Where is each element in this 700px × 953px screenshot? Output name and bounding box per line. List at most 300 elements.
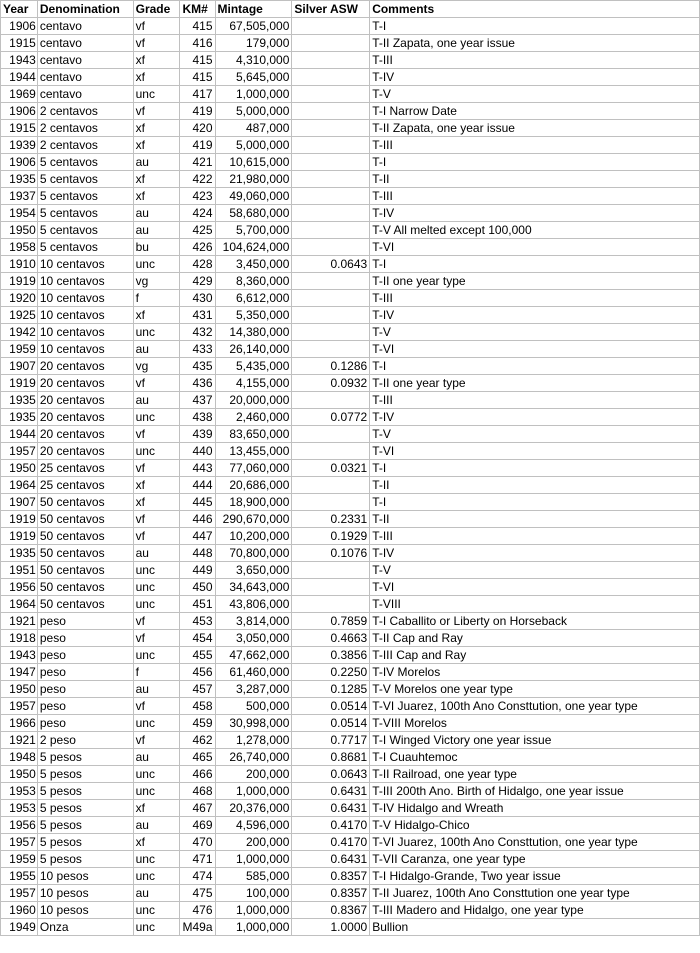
cell-silver-asw[interactable]: 0.0643 — [292, 256, 370, 273]
cell-silver-asw[interactable] — [292, 324, 370, 341]
cell-mintage[interactable]: 500,000 — [215, 698, 292, 715]
cell-year[interactable]: 1935 — [1, 171, 38, 188]
cell-year[interactable]: 1907 — [1, 494, 38, 511]
cell-year[interactable]: 1937 — [1, 188, 38, 205]
cell-denomination[interactable]: 50 centavos — [37, 528, 133, 545]
cell-grade[interactable]: xf — [133, 52, 180, 69]
cell-grade[interactable]: unc — [133, 783, 180, 800]
cell-comments[interactable]: T-II Juarez, 100th Ano Consttution one year type — [370, 885, 700, 902]
cell-silver-asw[interactable] — [292, 596, 370, 613]
cell-silver-asw[interactable] — [292, 69, 370, 86]
cell-grade[interactable]: xf — [133, 477, 180, 494]
cell-denomination[interactable]: 5 centavos — [37, 154, 133, 171]
cell-comments[interactable]: T-VI — [370, 341, 700, 358]
cell-mintage[interactable]: 20,686,000 — [215, 477, 292, 494]
cell-mintage[interactable]: 5,645,000 — [215, 69, 292, 86]
cell-km-number[interactable]: 450 — [180, 579, 215, 596]
cell-mintage[interactable]: 20,000,000 — [215, 392, 292, 409]
cell-km-number[interactable]: 438 — [180, 409, 215, 426]
cell-silver-asw[interactable] — [292, 307, 370, 324]
cell-grade[interactable]: unc — [133, 86, 180, 103]
cell-grade[interactable]: unc — [133, 902, 180, 919]
cell-silver-asw[interactable]: 0.7717 — [292, 732, 370, 749]
cell-comments[interactable]: T-I — [370, 460, 700, 477]
cell-silver-asw[interactable] — [292, 171, 370, 188]
cell-km-number[interactable]: 447 — [180, 528, 215, 545]
cell-denomination[interactable]: peso — [37, 698, 133, 715]
cell-denomination[interactable]: peso — [37, 630, 133, 647]
cell-silver-asw[interactable]: 0.6431 — [292, 851, 370, 868]
cell-grade[interactable]: au — [133, 885, 180, 902]
cell-year[interactable]: 1957 — [1, 885, 38, 902]
cell-mintage[interactable]: 4,596,000 — [215, 817, 292, 834]
cell-grade[interactable]: unc — [133, 647, 180, 664]
cell-denomination[interactable]: 10 centavos — [37, 341, 133, 358]
cell-grade[interactable]: vf — [133, 375, 180, 392]
cell-mintage[interactable]: 5,435,000 — [215, 358, 292, 375]
cell-denomination[interactable]: 20 centavos — [37, 358, 133, 375]
cell-grade[interactable]: vf — [133, 732, 180, 749]
cell-year[interactable]: 1956 — [1, 579, 38, 596]
cell-comments[interactable]: T-V Morelos one year type — [370, 681, 700, 698]
cell-mintage[interactable]: 18,900,000 — [215, 494, 292, 511]
cell-comments[interactable]: T-VI Juarez, 100th Ano Consttution, one year type — [370, 834, 700, 851]
cell-denomination[interactable]: peso — [37, 647, 133, 664]
cell-mintage[interactable]: 5,700,000 — [215, 222, 292, 239]
cell-year[interactable]: 1935 — [1, 545, 38, 562]
cell-km-number[interactable]: 435 — [180, 358, 215, 375]
cell-comments[interactable]: T-VI — [370, 579, 700, 596]
cell-denomination[interactable]: 50 centavos — [37, 511, 133, 528]
cell-km-number[interactable]: 426 — [180, 239, 215, 256]
cell-silver-asw[interactable]: 1.0000 — [292, 919, 370, 936]
cell-mintage[interactable]: 70,800,000 — [215, 545, 292, 562]
cell-silver-asw[interactable] — [292, 494, 370, 511]
cell-year[interactable]: 1951 — [1, 562, 38, 579]
cell-year[interactable]: 1925 — [1, 307, 38, 324]
cell-silver-asw[interactable] — [292, 273, 370, 290]
cell-mintage[interactable]: 26,740,000 — [215, 749, 292, 766]
cell-mintage[interactable]: 100,000 — [215, 885, 292, 902]
cell-grade[interactable]: unc — [133, 766, 180, 783]
cell-grade[interactable]: xf — [133, 171, 180, 188]
cell-comments[interactable]: T-II Zapata, one year issue — [370, 120, 700, 137]
cell-km-number[interactable]: 459 — [180, 715, 215, 732]
cell-mintage[interactable]: 3,450,000 — [215, 256, 292, 273]
cell-mintage[interactable]: 3,050,000 — [215, 630, 292, 647]
cell-grade[interactable]: unc — [133, 919, 180, 936]
cell-mintage[interactable]: 49,060,000 — [215, 188, 292, 205]
cell-km-number[interactable]: 448 — [180, 545, 215, 562]
cell-km-number[interactable]: 449 — [180, 562, 215, 579]
header-comments[interactable]: Comments — [370, 1, 700, 18]
cell-comments[interactable]: T-VIII — [370, 596, 700, 613]
cell-comments[interactable]: T-III — [370, 188, 700, 205]
cell-km-number[interactable]: 439 — [180, 426, 215, 443]
cell-comments[interactable]: T-III — [370, 528, 700, 545]
cell-year[interactable]: 1950 — [1, 460, 38, 477]
cell-year[interactable]: 1921 — [1, 732, 38, 749]
cell-silver-asw[interactable] — [292, 392, 370, 409]
cell-year[interactable]: 1944 — [1, 426, 38, 443]
cell-comments[interactable]: T-II — [370, 511, 700, 528]
cell-denomination[interactable]: 10 centavos — [37, 273, 133, 290]
cell-mintage[interactable]: 4,310,000 — [215, 52, 292, 69]
cell-year[interactable]: 1943 — [1, 52, 38, 69]
cell-km-number[interactable]: 466 — [180, 766, 215, 783]
cell-grade[interactable]: xf — [133, 120, 180, 137]
cell-km-number[interactable]: 458 — [180, 698, 215, 715]
header-denomination[interactable]: Denomination — [37, 1, 133, 18]
cell-year[interactable]: 1956 — [1, 817, 38, 834]
cell-km-number[interactable]: 425 — [180, 222, 215, 239]
cell-denomination[interactable]: 5 pesos — [37, 766, 133, 783]
cell-silver-asw[interactable]: 0.1929 — [292, 528, 370, 545]
cell-grade[interactable]: au — [133, 749, 180, 766]
cell-silver-asw[interactable] — [292, 290, 370, 307]
cell-comments[interactable]: T-IV — [370, 205, 700, 222]
cell-grade[interactable]: unc — [133, 324, 180, 341]
cell-denomination[interactable]: peso — [37, 613, 133, 630]
cell-comments[interactable]: T-VI — [370, 443, 700, 460]
cell-denomination[interactable]: 20 centavos — [37, 409, 133, 426]
cell-denomination[interactable]: 50 centavos — [37, 579, 133, 596]
cell-km-number[interactable]: 415 — [180, 52, 215, 69]
cell-km-number[interactable]: 416 — [180, 35, 215, 52]
cell-comments[interactable]: T-I — [370, 256, 700, 273]
cell-mintage[interactable]: 200,000 — [215, 766, 292, 783]
cell-year[interactable]: 1969 — [1, 86, 38, 103]
cell-year[interactable]: 1910 — [1, 256, 38, 273]
cell-year[interactable]: 1918 — [1, 630, 38, 647]
cell-grade[interactable]: vf — [133, 528, 180, 545]
cell-year[interactable]: 1919 — [1, 375, 38, 392]
cell-year[interactable]: 1915 — [1, 120, 38, 137]
cell-comments[interactable]: T-I Caballito or Liberty on Horseback — [370, 613, 700, 630]
cell-mintage[interactable]: 58,680,000 — [215, 205, 292, 222]
cell-denomination[interactable]: 25 centavos — [37, 477, 133, 494]
cell-mintage[interactable]: 8,360,000 — [215, 273, 292, 290]
cell-grade[interactable]: unc — [133, 868, 180, 885]
cell-grade[interactable]: f — [133, 664, 180, 681]
cell-denomination[interactable]: 10 centavos — [37, 324, 133, 341]
cell-comments[interactable]: T-IV — [370, 545, 700, 562]
cell-km-number[interactable]: 467 — [180, 800, 215, 817]
cell-km-number[interactable]: 436 — [180, 375, 215, 392]
cell-denomination[interactable]: 2 centavos — [37, 137, 133, 154]
cell-year[interactable]: 1942 — [1, 324, 38, 341]
cell-comments[interactable]: T-II — [370, 171, 700, 188]
cell-comments[interactable]: T-V All melted except 100,000 — [370, 222, 700, 239]
cell-km-number[interactable]: 429 — [180, 273, 215, 290]
cell-silver-asw[interactable]: 0.1285 — [292, 681, 370, 698]
cell-comments[interactable]: T-I — [370, 358, 700, 375]
cell-silver-asw[interactable] — [292, 239, 370, 256]
cell-mintage[interactable]: 13,455,000 — [215, 443, 292, 460]
cell-km-number[interactable]: 446 — [180, 511, 215, 528]
cell-comments[interactable]: T-I — [370, 494, 700, 511]
cell-denomination[interactable]: 10 centavos — [37, 307, 133, 324]
cell-denomination[interactable]: centavo — [37, 69, 133, 86]
cell-denomination[interactable]: 50 centavos — [37, 562, 133, 579]
cell-denomination[interactable]: 50 centavos — [37, 545, 133, 562]
cell-km-number[interactable]: 457 — [180, 681, 215, 698]
cell-grade[interactable]: bu — [133, 239, 180, 256]
cell-denomination[interactable]: 5 pesos — [37, 834, 133, 851]
cell-denomination[interactable]: 5 pesos — [37, 749, 133, 766]
cell-year[interactable]: 1920 — [1, 290, 38, 307]
cell-km-number[interactable]: 444 — [180, 477, 215, 494]
cell-year[interactable]: 1906 — [1, 154, 38, 171]
cell-silver-asw[interactable]: 0.6431 — [292, 800, 370, 817]
cell-comments[interactable]: T-III — [370, 290, 700, 307]
cell-denomination[interactable]: 25 centavos — [37, 460, 133, 477]
cell-denomination[interactable]: Onza — [37, 919, 133, 936]
cell-km-number[interactable]: 419 — [180, 103, 215, 120]
cell-km-number[interactable]: 468 — [180, 783, 215, 800]
cell-grade[interactable]: au — [133, 205, 180, 222]
cell-mintage[interactable]: 10,615,000 — [215, 154, 292, 171]
cell-year[interactable]: 1964 — [1, 477, 38, 494]
cell-year[interactable]: 1919 — [1, 273, 38, 290]
cell-km-number[interactable]: 421 — [180, 154, 215, 171]
cell-km-number[interactable]: 433 — [180, 341, 215, 358]
cell-silver-asw[interactable] — [292, 120, 370, 137]
cell-grade[interactable]: vf — [133, 18, 180, 35]
cell-grade[interactable]: au — [133, 392, 180, 409]
cell-mintage[interactable]: 47,662,000 — [215, 647, 292, 664]
cell-year[interactable]: 1950 — [1, 222, 38, 239]
cell-silver-asw[interactable] — [292, 579, 370, 596]
cell-silver-asw[interactable] — [292, 222, 370, 239]
cell-mintage[interactable]: 67,505,000 — [215, 18, 292, 35]
cell-silver-asw[interactable] — [292, 103, 370, 120]
cell-grade[interactable]: vf — [133, 103, 180, 120]
cell-denomination[interactable]: peso — [37, 715, 133, 732]
cell-year[interactable]: 1955 — [1, 868, 38, 885]
cell-comments[interactable]: T-III — [370, 52, 700, 69]
cell-denomination[interactable]: peso — [37, 664, 133, 681]
cell-grade[interactable]: xf — [133, 800, 180, 817]
cell-year[interactable]: 1919 — [1, 528, 38, 545]
cell-silver-asw[interactable] — [292, 86, 370, 103]
cell-denomination[interactable]: peso — [37, 681, 133, 698]
cell-year[interactable]: 1959 — [1, 851, 38, 868]
cell-comments[interactable]: T-III — [370, 392, 700, 409]
cell-mintage[interactable]: 3,814,000 — [215, 613, 292, 630]
cell-denomination[interactable]: 5 centavos — [37, 205, 133, 222]
cell-km-number[interactable]: 474 — [180, 868, 215, 885]
cell-silver-asw[interactable]: 0.8357 — [292, 885, 370, 902]
cell-mintage[interactable]: 2,460,000 — [215, 409, 292, 426]
cell-denomination[interactable]: 20 centavos — [37, 426, 133, 443]
cell-denomination[interactable]: 20 centavos — [37, 443, 133, 460]
cell-comments[interactable]: T-III 200th Ano. Birth of Hidalgo, one year issue — [370, 783, 700, 800]
cell-grade[interactable]: unc — [133, 596, 180, 613]
cell-silver-asw[interactable]: 0.1076 — [292, 545, 370, 562]
cell-mintage[interactable]: 4,155,000 — [215, 375, 292, 392]
cell-year[interactable]: 1907 — [1, 358, 38, 375]
cell-grade[interactable]: vf — [133, 426, 180, 443]
cell-denomination[interactable]: 5 pesos — [37, 817, 133, 834]
cell-mintage[interactable]: 21,980,000 — [215, 171, 292, 188]
cell-year[interactable]: 1906 — [1, 18, 38, 35]
cell-grade[interactable]: au — [133, 341, 180, 358]
cell-silver-asw[interactable]: 0.0514 — [292, 715, 370, 732]
header-silver-asw[interactable]: Silver ASW — [292, 1, 370, 18]
cell-mintage[interactable]: 3,650,000 — [215, 562, 292, 579]
cell-denomination[interactable]: centavo — [37, 35, 133, 52]
cell-km-number[interactable]: 454 — [180, 630, 215, 647]
cell-mintage[interactable]: 14,380,000 — [215, 324, 292, 341]
cell-denomination[interactable]: 10 centavos — [37, 256, 133, 273]
cell-mintage[interactable]: 5,000,000 — [215, 137, 292, 154]
cell-grade[interactable]: unc — [133, 851, 180, 868]
cell-silver-asw[interactable] — [292, 35, 370, 52]
cell-comments[interactable]: T-V Hidalgo-Chico — [370, 817, 700, 834]
cell-silver-asw[interactable]: 0.0932 — [292, 375, 370, 392]
cell-comments[interactable]: T-I Narrow Date — [370, 103, 700, 120]
cell-comments[interactable]: T-IV — [370, 69, 700, 86]
cell-year[interactable]: 1935 — [1, 392, 38, 409]
cell-comments[interactable]: T-IV Hidalgo and Wreath — [370, 800, 700, 817]
cell-silver-asw[interactable] — [292, 137, 370, 154]
cell-denomination[interactable]: centavo — [37, 86, 133, 103]
cell-year[interactable]: 1957 — [1, 443, 38, 460]
cell-year[interactable]: 1915 — [1, 35, 38, 52]
cell-mintage[interactable]: 5,350,000 — [215, 307, 292, 324]
cell-year[interactable]: 1959 — [1, 341, 38, 358]
cell-grade[interactable]: xf — [133, 69, 180, 86]
cell-grade[interactable]: xf — [133, 307, 180, 324]
cell-silver-asw[interactable] — [292, 188, 370, 205]
cell-mintage[interactable]: 77,060,000 — [215, 460, 292, 477]
cell-grade[interactable]: vg — [133, 358, 180, 375]
cell-silver-asw[interactable]: 0.4170 — [292, 817, 370, 834]
cell-comments[interactable]: Bullion — [370, 919, 700, 936]
cell-comments[interactable]: T-II one year type — [370, 375, 700, 392]
cell-comments[interactable]: T-III Cap and Ray — [370, 647, 700, 664]
cell-km-number[interactable]: 430 — [180, 290, 215, 307]
cell-comments[interactable]: T-II Zapata, one year issue — [370, 35, 700, 52]
cell-year[interactable]: 1950 — [1, 766, 38, 783]
cell-denomination[interactable]: 5 centavos — [37, 188, 133, 205]
cell-mintage[interactable]: 290,670,000 — [215, 511, 292, 528]
cell-mintage[interactable]: 30,998,000 — [215, 715, 292, 732]
cell-comments[interactable]: T-V — [370, 324, 700, 341]
cell-silver-asw[interactable]: 0.0772 — [292, 409, 370, 426]
cell-km-number[interactable]: 415 — [180, 69, 215, 86]
cell-silver-asw[interactable]: 0.0643 — [292, 766, 370, 783]
cell-silver-asw[interactable] — [292, 426, 370, 443]
cell-denomination[interactable]: 10 pesos — [37, 902, 133, 919]
cell-grade[interactable]: unc — [133, 579, 180, 596]
cell-comments[interactable]: T-VIII Morelos — [370, 715, 700, 732]
cell-grade[interactable]: vf — [133, 630, 180, 647]
cell-silver-asw[interactable]: 0.2250 — [292, 664, 370, 681]
header-km-number[interactable]: KM# — [180, 1, 215, 18]
header-year[interactable]: Year — [1, 1, 38, 18]
cell-mintage[interactable]: 5,000,000 — [215, 103, 292, 120]
cell-denomination[interactable]: 20 centavos — [37, 392, 133, 409]
cell-year[interactable]: 1950 — [1, 681, 38, 698]
cell-km-number[interactable]: 424 — [180, 205, 215, 222]
cell-mintage[interactable]: 34,643,000 — [215, 579, 292, 596]
cell-silver-asw[interactable]: 0.8357 — [292, 868, 370, 885]
cell-km-number[interactable]: 417 — [180, 86, 215, 103]
cell-km-number[interactable]: 437 — [180, 392, 215, 409]
header-grade[interactable]: Grade — [133, 1, 180, 18]
cell-year[interactable]: 1964 — [1, 596, 38, 613]
cell-year[interactable]: 1953 — [1, 800, 38, 817]
cell-silver-asw[interactable]: 0.1286 — [292, 358, 370, 375]
cell-grade[interactable]: au — [133, 681, 180, 698]
cell-comments[interactable]: T-I Cuauhtemoc — [370, 749, 700, 766]
cell-comments[interactable]: T-VII Caranza, one year type — [370, 851, 700, 868]
cell-km-number[interactable]: 471 — [180, 851, 215, 868]
cell-denomination[interactable]: 10 centavos — [37, 290, 133, 307]
cell-denomination[interactable]: 50 centavos — [37, 494, 133, 511]
cell-comments[interactable]: T-I Hidalgo-Grande, Two year issue — [370, 868, 700, 885]
cell-year[interactable]: 1957 — [1, 834, 38, 851]
cell-mintage[interactable]: 1,000,000 — [215, 86, 292, 103]
cell-km-number[interactable]: 415 — [180, 18, 215, 35]
cell-km-number[interactable]: 475 — [180, 885, 215, 902]
cell-comments[interactable]: T-V — [370, 562, 700, 579]
cell-year[interactable]: 1947 — [1, 664, 38, 681]
cell-grade[interactable]: unc — [133, 409, 180, 426]
cell-grade[interactable]: unc — [133, 256, 180, 273]
cell-year[interactable]: 1906 — [1, 103, 38, 120]
cell-grade[interactable]: unc — [133, 562, 180, 579]
cell-year[interactable]: 1958 — [1, 239, 38, 256]
cell-silver-asw[interactable]: 0.6431 — [292, 783, 370, 800]
cell-denomination[interactable]: 5 pesos — [37, 851, 133, 868]
cell-silver-asw[interactable] — [292, 18, 370, 35]
cell-comments[interactable]: T-III Madero and Hidalgo, one year type — [370, 902, 700, 919]
cell-comments[interactable]: T-V — [370, 86, 700, 103]
cell-mintage[interactable]: 1,000,000 — [215, 783, 292, 800]
cell-grade[interactable]: unc — [133, 443, 180, 460]
cell-mintage[interactable]: 61,460,000 — [215, 664, 292, 681]
cell-km-number[interactable]: 443 — [180, 460, 215, 477]
cell-silver-asw[interactable]: 0.0514 — [292, 698, 370, 715]
cell-km-number[interactable]: 456 — [180, 664, 215, 681]
cell-year[interactable]: 1954 — [1, 205, 38, 222]
cell-comments[interactable]: T-II Railroad, one year type — [370, 766, 700, 783]
cell-denomination[interactable]: centavo — [37, 52, 133, 69]
cell-silver-asw[interactable] — [292, 52, 370, 69]
cell-grade[interactable]: xf — [133, 137, 180, 154]
cell-mintage[interactable]: 179,000 — [215, 35, 292, 52]
cell-grade[interactable]: vf — [133, 511, 180, 528]
cell-year[interactable]: 1957 — [1, 698, 38, 715]
cell-denomination[interactable]: 2 centavos — [37, 120, 133, 137]
cell-grade[interactable]: f — [133, 290, 180, 307]
cell-comments[interactable]: T-IV — [370, 307, 700, 324]
cell-year[interactable]: 1949 — [1, 919, 38, 936]
cell-silver-asw[interactable]: 0.3856 — [292, 647, 370, 664]
cell-silver-asw[interactable] — [292, 154, 370, 171]
cell-grade[interactable]: xf — [133, 188, 180, 205]
cell-km-number[interactable]: 453 — [180, 613, 215, 630]
cell-denomination[interactable]: 5 centavos — [37, 171, 133, 188]
cell-km-number[interactable]: 462 — [180, 732, 215, 749]
cell-silver-asw[interactable] — [292, 443, 370, 460]
cell-km-number[interactable]: 432 — [180, 324, 215, 341]
cell-comments[interactable]: T-III — [370, 137, 700, 154]
cell-year[interactable]: 1948 — [1, 749, 38, 766]
